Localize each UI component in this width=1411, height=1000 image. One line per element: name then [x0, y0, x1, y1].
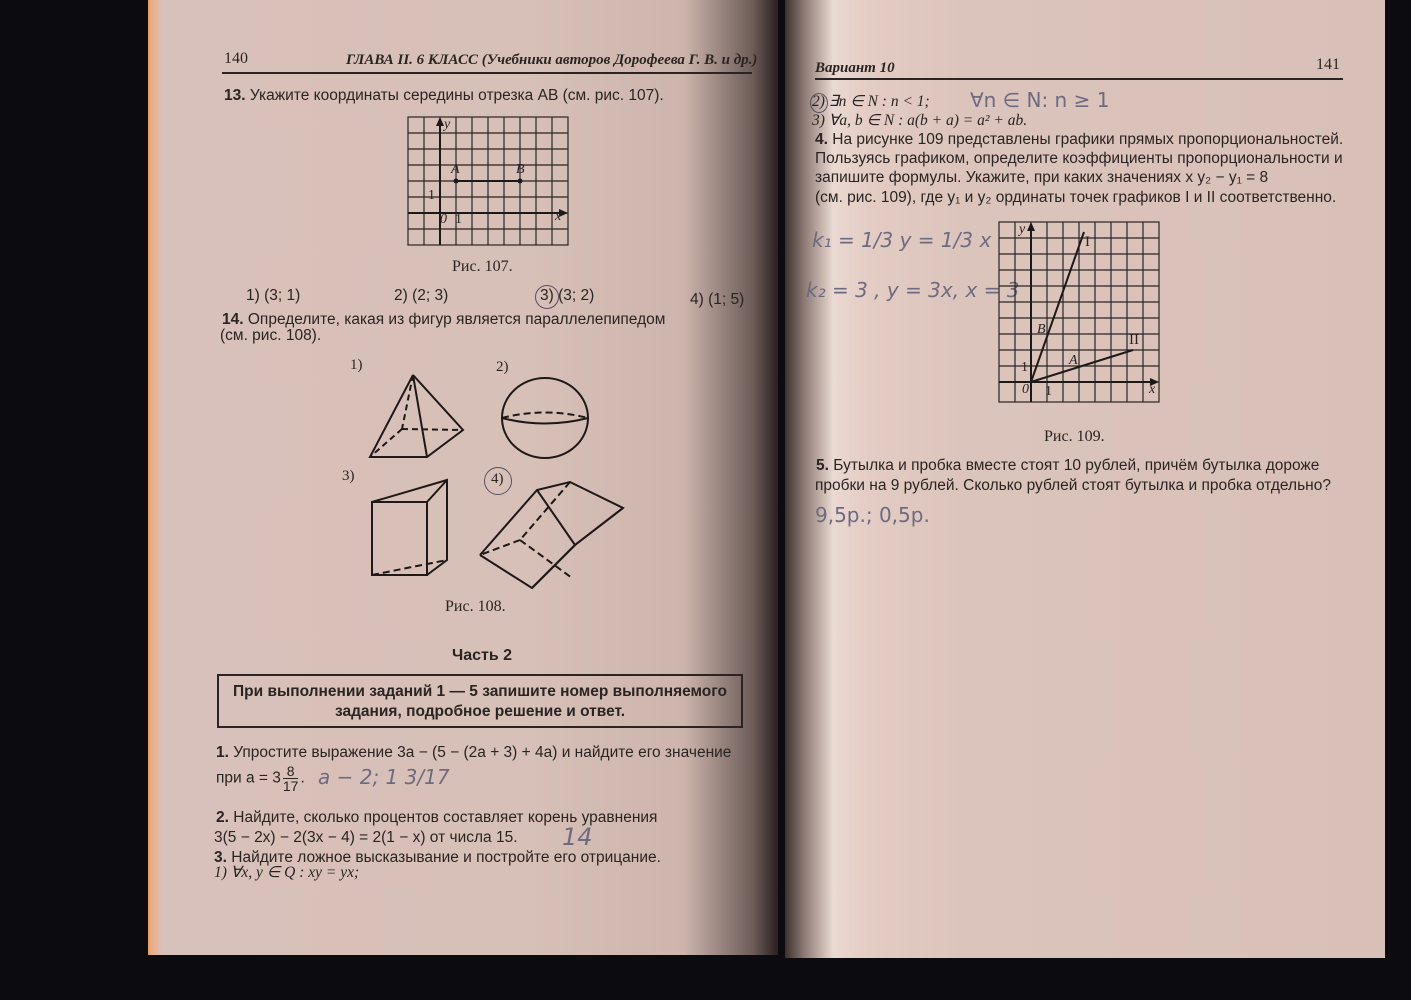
fig107-axis-y-label: y [444, 117, 451, 132]
task13 [224, 86, 664, 106]
fig109-caption: Рис. 109. [1044, 428, 1105, 445]
fig107-caption: Рис. 107. [452, 258, 513, 275]
task13-text: Укажите координаты середины отрезка AB (см. рис. 107). [249, 87, 664, 104]
task5-text: Бутылка и пробка вместе стоят 10 рублей, причём бутылка дороже [833, 457, 1320, 474]
task1-value-prefix: при a = 3 [216, 769, 281, 787]
task2-line2: 3(5 − 2x) − 2(3x − 4) = 2(1 − x) от числа 15. [214, 829, 518, 846]
right-page-number: 141 [1316, 56, 1340, 73]
task1-handwritten-answer: a − 2; 1 3/17 [318, 765, 450, 789]
task3-item1: 1) ∀x, y ∈ Q : xy = yx; [214, 864, 360, 881]
part2-instruction-line1: При выполнении заданий 1 — 5 запишите номер выполняемого [233, 683, 727, 700]
task4-text: На рисунке 109 представлены графики прямых пропорциональностей. [832, 131, 1344, 148]
task4-line1 [815, 130, 1343, 150]
task2-number: 2. [216, 809, 229, 826]
right-running-header: Вариант 10 [815, 60, 895, 76]
task13-number: 13. [224, 87, 246, 104]
answer-circle-mark [810, 93, 828, 113]
figure-107-grid [408, 117, 568, 245]
part2-instruction-box [217, 674, 743, 728]
fig107-unit-x-label: 1 [455, 212, 462, 227]
task3-text: Найдите ложное высказывание и постройте его отрицание. [231, 849, 661, 866]
fig108-label-4: 4) [491, 471, 504, 487]
fig108-label-3: 3) [342, 468, 355, 484]
task3-item2: 2) ∃n ∈ N : n < 1; [812, 93, 930, 110]
task1-text: Упростите выражение 3a − (5 − (2a + 3) + 4a) и найдите его значение [233, 744, 732, 761]
task3-item2-handwritten-negation: ∀n ∈ N: n ≥ 1 [970, 88, 1110, 112]
sphere-icon [500, 377, 590, 459]
fig109-axis-x-label: x [1149, 382, 1156, 397]
task5-line1 [816, 456, 1319, 476]
task2-handwritten-answer: 14 [562, 823, 593, 851]
fig107-axis-x-label: x [555, 209, 562, 224]
task14-line2: (см. рис. 108). [220, 327, 322, 344]
task1-line1 [216, 743, 731, 763]
task2-text: Найдите, сколько процентов составляет корень уравнения [233, 809, 658, 826]
fig109-unit-x-label: 1 [1045, 384, 1052, 399]
task4-line4: (см. рис. 109), где y₁ и y₂ ординаты точек графиков I и II соответственно. [815, 189, 1337, 206]
left-running-header: ГЛАВА II. 6 КЛАСС (Учебники авторов Дорофеева Г. В. и др.) [346, 52, 758, 68]
fig109-origin-label: 0 [1022, 382, 1029, 397]
pyramid-icon [370, 372, 465, 457]
task5-line2: пробки на 9 рублей. Сколько рублей стоят бутылка и пробка отдельно? [815, 477, 1331, 494]
fig107-point-a-label: A [451, 162, 460, 177]
task4-line3: запишите формулы. Укажите, при каких значениях x y₂ − y₁ = 8 [815, 169, 1269, 186]
fig108-caption: Рис. 108. [445, 598, 506, 615]
right-header-rule [815, 78, 1343, 80]
task5-handwritten-answer: 9,5р.; 0,5р. [815, 503, 930, 527]
fig107-point-b-label: B [516, 162, 525, 177]
task13-option-3[interactable]: 3) (3; 2) [540, 287, 595, 304]
answer-circle-mark [535, 285, 559, 309]
task5-number: 5. [816, 457, 829, 474]
fig109-unit-y-label: 1 [1021, 360, 1028, 375]
task3-number: 3. [214, 849, 227, 866]
fig109-axis-y-label: y [1019, 222, 1026, 237]
task13-option-4[interactable]: 4) (1; 5) [690, 291, 745, 308]
part2-title: Часть 2 [452, 647, 513, 664]
fig107-origin-label: 0 [440, 212, 447, 227]
fig109-line-II-label: II [1129, 332, 1139, 348]
triangular-prism-icon [372, 478, 452, 576]
task14-text: Определите, какая из фигур является параллелепипедом [247, 311, 666, 328]
task1-fraction: $\frac{8}{17}$ [282, 763, 299, 794]
parallelepiped-icon [480, 480, 625, 588]
fig107-unit-y-label: 1 [428, 188, 435, 203]
task1-line2: при a = 3 $\frac{8}{17}$ . [216, 763, 305, 794]
task1-number: 1. [216, 744, 229, 761]
task13-option-1[interactable]: 1) (3; 1) [246, 287, 301, 304]
fig109-point-a-label: A [1069, 353, 1078, 368]
task4-number: 4. [815, 131, 828, 148]
left-page-number: 140 [224, 50, 248, 67]
fig109-line-I-label: I [1085, 234, 1090, 250]
left-header-rule [222, 72, 752, 74]
task4-line2: Пользуясь графиком, определите коэффициенты пропорциональности и [815, 150, 1343, 167]
task3-item3: 3) ∀a, b ∈ N : a(b + a) = a² + ab. [812, 112, 1028, 129]
task14-number: 14. [222, 311, 244, 328]
part2-instruction-line2: задания, подробное решение и ответ. [334, 703, 626, 720]
task4-handwritten-line1: k₁ = 1/3 y = 1/3 x [812, 228, 992, 252]
task4-handwritten-line2: k₂ = 3 , y = 3x, x = 3 [806, 278, 1020, 302]
fig109-point-b-label: B [1037, 322, 1046, 337]
task13-option-2[interactable]: 2) (2; 3) [394, 287, 449, 304]
fig108-label-2: 2) [496, 359, 509, 375]
fig108-label-1: 1) [350, 357, 363, 373]
